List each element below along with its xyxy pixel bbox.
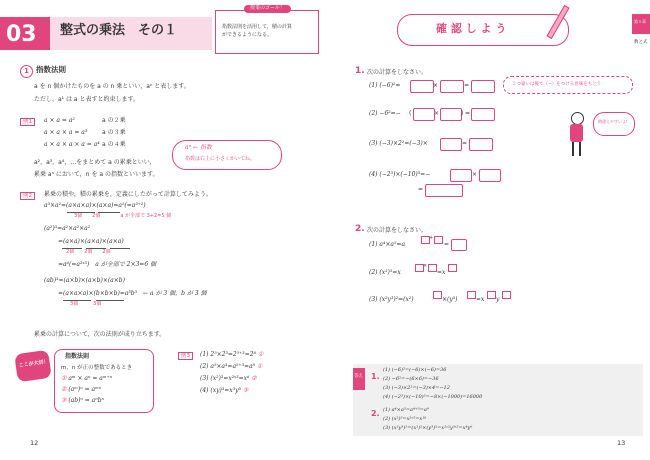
example-2-intro: 累乗の積や，積の累乗を，定義にしたがって計算してみよう。 [44,191,212,198]
intro-line-1: a を n 個かけたものを a の n 乗といい，aⁿ と表します。 [34,83,190,90]
q1-sign: × [433,82,439,89]
answer-box[interactable] [471,80,495,93]
answer-box[interactable] [471,108,495,121]
confirm-header [397,14,569,46]
example-2-line: (ab)³=(a×b)×(a×b)×(a×b) [44,277,125,284]
question-1-number: 1. [355,66,365,76]
confirm-title: 確 認 し よ う [436,22,507,35]
section-number-box [0,17,50,50]
rule-intro: 累乗の計算について，次の法則が成り立ちます。 [34,331,166,338]
q2-tail: = [444,241,450,248]
example-1-read: a の３乗 [102,129,126,136]
answer-line: (3) (−3)×2²=(−3)×4=−12 [383,385,450,391]
example-3-row: (4) (xy)³=x³y³ ③ [200,387,249,394]
example-3-row: (3) (x²)³=x²ˣ³=x⁶ ② [200,375,257,382]
example-2-line: =a⁶(=a²ˣ³) a が全部で 2×3=6 個 [58,261,157,268]
example-3-row: (2) a⁵×a³=a⁵⁺³=a⁸ ① [200,363,263,370]
character-note: 間違えやすいよ! [598,119,628,124]
answer-line: (2) −6²=−(6×6)=−36 [383,376,439,382]
q2-item: (3) (x²y³)²=(x²) [369,296,414,303]
section-number: 03 [6,22,37,47]
example-2-line: 3個 2個 a が全部で 3+2=5 個 [74,213,172,219]
q1-item: (3) (−3)×2²=(−3)× [369,140,428,147]
character-illustration [565,112,589,158]
q1-sign: = [465,110,471,117]
answer-box[interactable] [469,138,493,151]
right-page [325,0,650,460]
answer-box[interactable] [410,80,434,93]
example-3-label: 例3 [178,352,193,360]
power-line-1: a²，a³，a⁴，…をまとめて a の累乗といい， [34,159,156,166]
answer-line: (3) (x²y³)²=(x²)²×(y³)²=x²ˣ²y³ˣ²=x⁴y⁶ [383,425,473,431]
important-stamp [14,350,52,382]
example-2-line: a³×a²=(a×a×a)×(a×a)=a⁵(=a³⁺²) [44,202,146,209]
q2-tail: ×(y³) [442,296,458,303]
exponent-box[interactable] [448,264,457,272]
subheading-number: 1 [24,67,29,75]
page-number-right: 13 [617,439,626,447]
answer-box[interactable] [451,239,467,251]
q1-paren: ( [409,110,412,117]
q1-sign: × [472,171,478,178]
law-item: ② (aᵐ)ⁿ = aᵐⁿ [61,386,102,393]
stamp-text: ここが大切！ [18,358,49,369]
answers-2-number: 2. [371,409,380,418]
answer-line: (4) (−2³)×(−10)³=−8×(−1000)=16000 [383,394,483,400]
character-leg [579,142,581,156]
example-1-row: a × a = a² [44,117,75,124]
law-box [54,349,154,413]
exponent-box[interactable] [467,291,476,299]
answer-box[interactable] [450,169,472,182]
character-bubble [593,112,635,136]
q2-item: (1) a⁴×a⁵=a [369,241,406,248]
law-item: ③ (ab)ⁿ = aⁿbⁿ [61,397,104,404]
q1-item: (2) −6²=− [369,110,401,117]
question-2-text: 次の計算をしなさい。 [367,227,428,234]
q1-sign: = [462,140,468,147]
answer-box[interactable] [425,184,463,197]
q1-item: (1) (−6)²= [369,82,401,89]
answer-box[interactable] [440,108,462,121]
chapter-tab-label: 第１章 [634,19,646,24]
intro-line-2: ただし，a¹ は a と表すと約束します。 [34,96,140,103]
character-body [570,124,583,142]
law-box-title: 指数法則 [65,353,90,360]
law-item: ① aᵐ × aⁿ = aᵐ⁺ⁿ [61,375,113,382]
answers-1-number: 1. [371,372,380,381]
chapter-tab [632,14,650,34]
q1-sign: × [434,110,440,117]
example-1-read: a の４乗 [102,141,126,148]
subheading-circle [20,65,33,78]
q1-note: ２つ違いは後で（−）をつける意味をもとう [512,82,602,87]
answer-box[interactable] [479,169,501,182]
q1-paren: ) [461,110,464,117]
power-line-2: 累乗 aⁿ において，n を a の指数といいます。 [34,171,159,178]
exponent-box[interactable] [502,291,511,299]
goal-tag: 授業のゴール！ [244,5,291,13]
example-1-row: a × a × a = a³ [44,129,88,136]
q1-item: (4) (−2³)×(−10)³=− [369,171,431,178]
q2-times: × [423,263,428,269]
q1-note-bubble [503,76,633,94]
underbrace [110,248,130,249]
example-2-line: =(a×a×a)×(b×b×b)=a³b³ ← a が 3 個，b が 3 個 [58,290,207,297]
answers-tab [353,368,365,390]
exponent-bubble [172,140,282,170]
q2-plus: + [429,235,434,241]
example-2-line: (a²)³=a²×a²×a² [44,225,91,232]
example-1-row: a × a × a × a = a⁴ [44,141,100,148]
answer-box[interactable] [440,138,462,151]
example-1-label: 例1 [20,118,35,126]
example-1-read: a の２乗 [102,117,126,124]
q2-y: y [496,296,500,303]
answer-box[interactable] [440,80,464,93]
example-2-line: 2個 2個 2個 [66,249,111,255]
example-2-line: =(a×a)×(a×a)×(a×a) [58,238,124,245]
character-leg [572,142,574,156]
goal-text-2: ができるようになる。 [222,32,273,38]
goal-box [215,5,319,54]
chapter-name: 数と式 [634,40,648,45]
answer-box[interactable] [413,108,435,121]
answer-line: (1) a⁴×a⁵=a⁴⁺⁵=a⁹ [383,407,429,413]
answer-line: (1) (−6)²=(−6)×(−6)=36 [383,367,447,373]
q1-sign: = [418,186,424,193]
exponent-box[interactable] [428,264,437,272]
goal-text-1: 指数法則を活用して，積の計算 [222,24,292,30]
q2-item: (2) (x²)⁵=x [369,269,401,276]
exponent-box[interactable] [487,291,496,299]
example-2-label: 例2 [20,192,35,200]
q2-eq: =x [476,296,485,303]
bubble-line-1: aⁿ ← 指数 [185,144,212,151]
page-title: 整式の乗法 その１ [60,23,178,38]
subheading: 指数法則 [36,65,66,74]
exponent-box[interactable] [433,291,442,299]
page-number-left: 12 [30,439,39,447]
question-2-number: 2. [355,224,365,234]
bubble-line-2: 指数は右上に小さくかいてね。 [185,156,256,162]
example-3-row: (1) 2⁵×2³=2⁵⁺³=2⁸ ① [200,351,264,358]
law-box-condition: m，n が正の整数であるとき [61,365,133,371]
q2-tail: =x [437,269,446,276]
question-1-text: 次の計算をしなさい。 [367,69,428,76]
q1-sign: = [464,82,470,89]
exponent-box[interactable] [434,236,443,244]
answers-tab-label: 答え [354,374,363,379]
answer-line: (2) (x²)⁵=x²ˣ⁵=x¹⁰ [383,416,427,422]
example-2-line: 3個 3個 [70,301,102,307]
